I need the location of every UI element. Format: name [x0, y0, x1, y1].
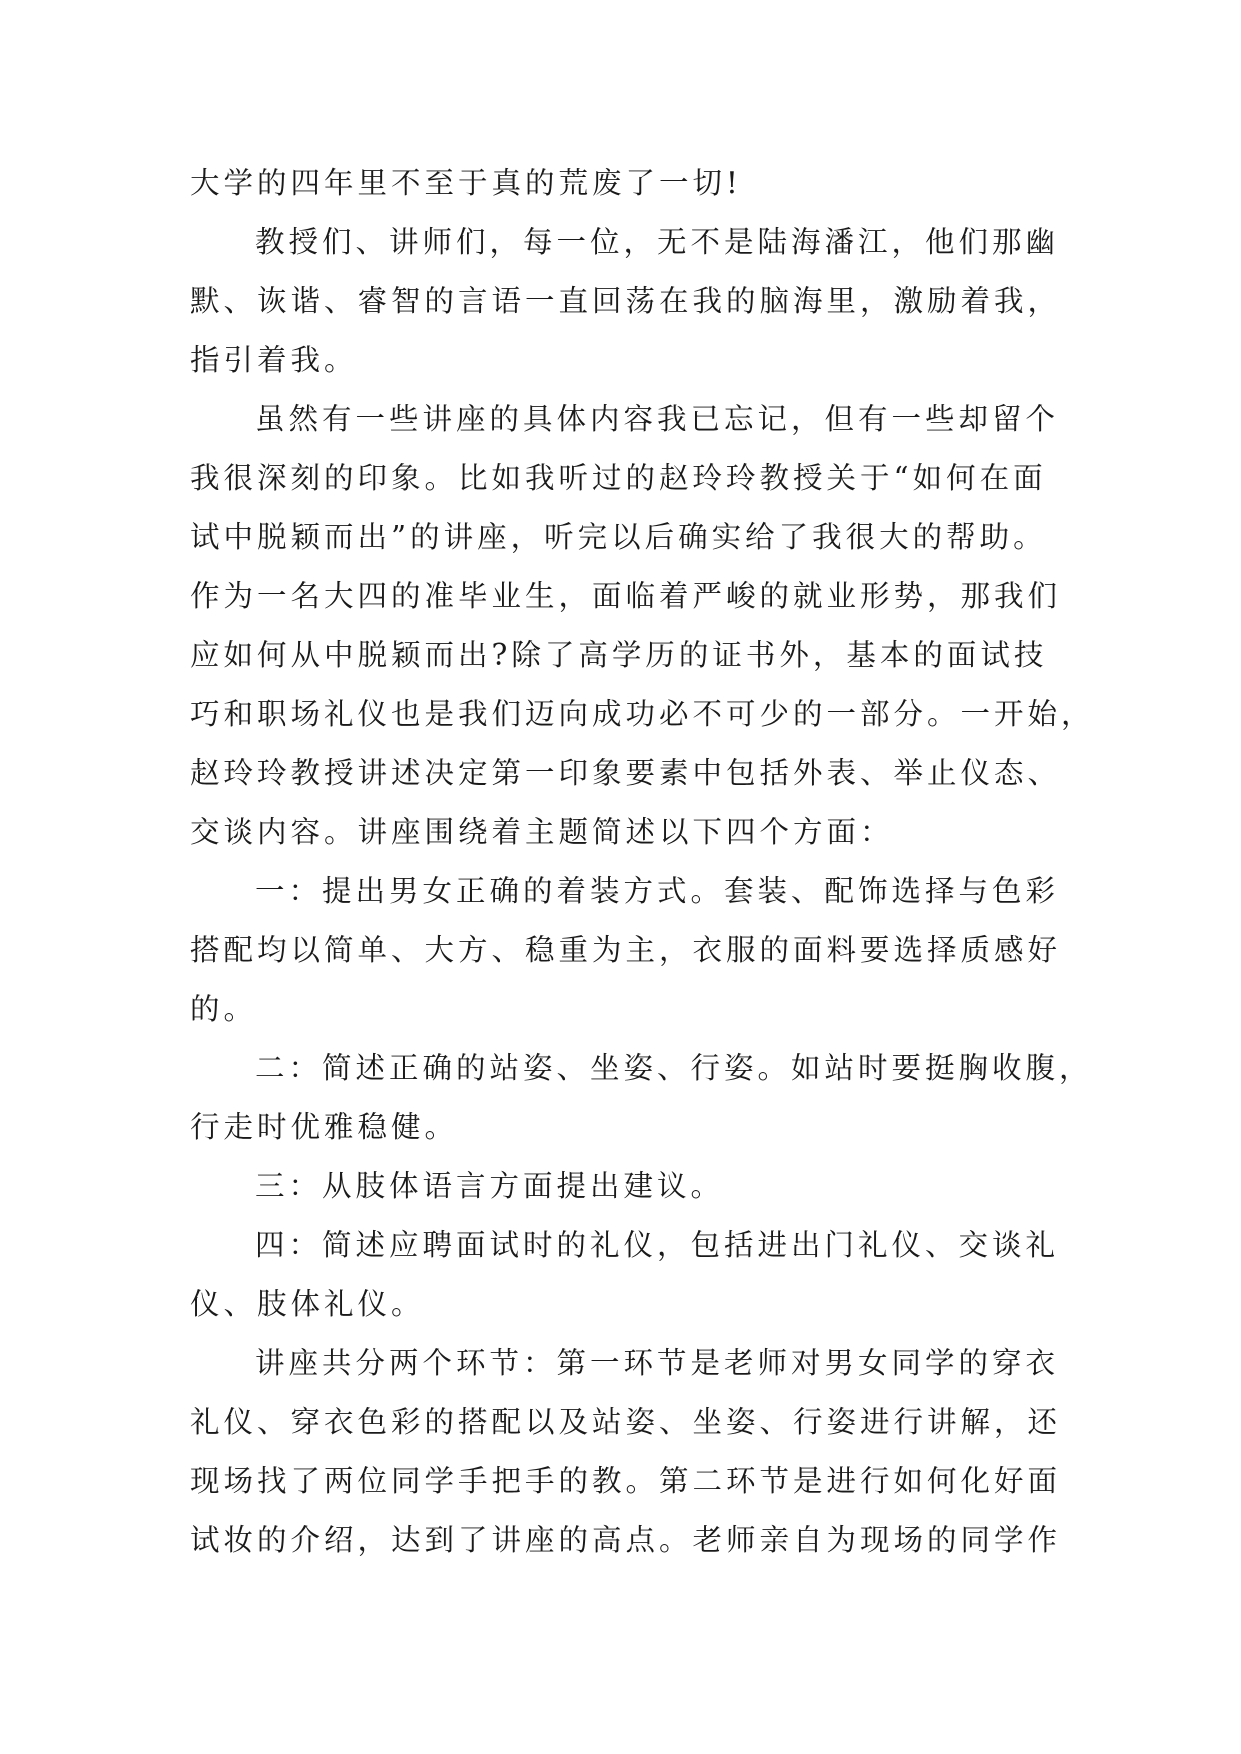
- paragraph-8: [190, 1334, 1070, 1570]
- text-line: 的。: [190, 992, 258, 1026]
- text-line: 大学的四年里不至于真的荒废了一切!: [190, 166, 742, 200]
- text-line: 四：简述应聘面试时的礼仪，包括进出门礼仪、交谈礼: [255, 1228, 1060, 1262]
- text-line: 交谈内容。讲座围绕着主题简述以下四个方面：: [190, 815, 894, 849]
- paragraph-5: [190, 1039, 1093, 1157]
- text-line: 试中脱颖而出”的讲座，听完以后确实给了我很大的帮助。: [190, 520, 1047, 554]
- text-line: 教授们、讲师们，每一位，无不是陆海潘江，他们那幽: [255, 225, 1060, 259]
- paragraph-4: [190, 862, 1070, 1039]
- text-line: 巧和职场礼仪也是我们迈向成功必不可少的一部分。一开始，: [190, 697, 1095, 731]
- body-text: [190, 154, 1095, 1570]
- text-line: 仪、肢体礼仪。: [190, 1287, 425, 1321]
- text-line: 搭配均以简单、大方、稳重为主，衣服的面料要选择质感好: [190, 933, 1062, 967]
- text-line: 默、诙谐、睿智的言语一直回荡在我的脑海里，激励着我，: [190, 284, 1062, 318]
- text-line: 指引着我。: [190, 343, 358, 377]
- text-line: 行走时优雅稳健。: [190, 1110, 459, 1144]
- text-line: 试妆的介绍，达到了讲座的高点。老师亲自为现场的同学作: [190, 1523, 1062, 1557]
- text-line: 现场找了两位同学手把手的教。第二环节是进行如何化好面: [190, 1464, 1062, 1498]
- text-line: 赵玲玲教授讲述决定第一印象要素中包括外表、举止仪态、: [190, 756, 1062, 790]
- paragraph-1: [190, 154, 1070, 213]
- text-line: 作为一名大四的准毕业生，面临着严峻的就业形势，那我们: [190, 579, 1062, 613]
- text-line: 虽然有一些讲座的具体内容我已忘记，但有一些却留个: [255, 402, 1060, 436]
- text-line: 讲座共分两个环节：第一环节是老师对男女同学的穿衣: [255, 1346, 1060, 1380]
- paragraph-6: [190, 1157, 1070, 1216]
- paragraph-2: [190, 213, 1070, 390]
- text-line: 我很深刻的印象。比如我听过的赵玲玲教授关于“如何在面: [190, 461, 1047, 495]
- paragraph-7: [190, 1216, 1070, 1334]
- text-line: 一：提出男女正确的着装方式。套装、配饰选择与色彩: [255, 874, 1060, 908]
- text-line: 三：从肢体语言方面提出建议。: [255, 1169, 725, 1203]
- text-line: 应如何从中脱颖而出?除了高学历的证书外，基本的面试技: [190, 638, 1048, 672]
- text-line: 二：简述正确的站姿、坐姿、行姿。如站时要挺胸收腹，: [255, 1051, 1093, 1085]
- paragraph-3: [190, 390, 1095, 862]
- text-line: 礼仪、穿衣色彩的搭配以及站姿、坐姿、行姿进行讲解，还: [190, 1405, 1062, 1439]
